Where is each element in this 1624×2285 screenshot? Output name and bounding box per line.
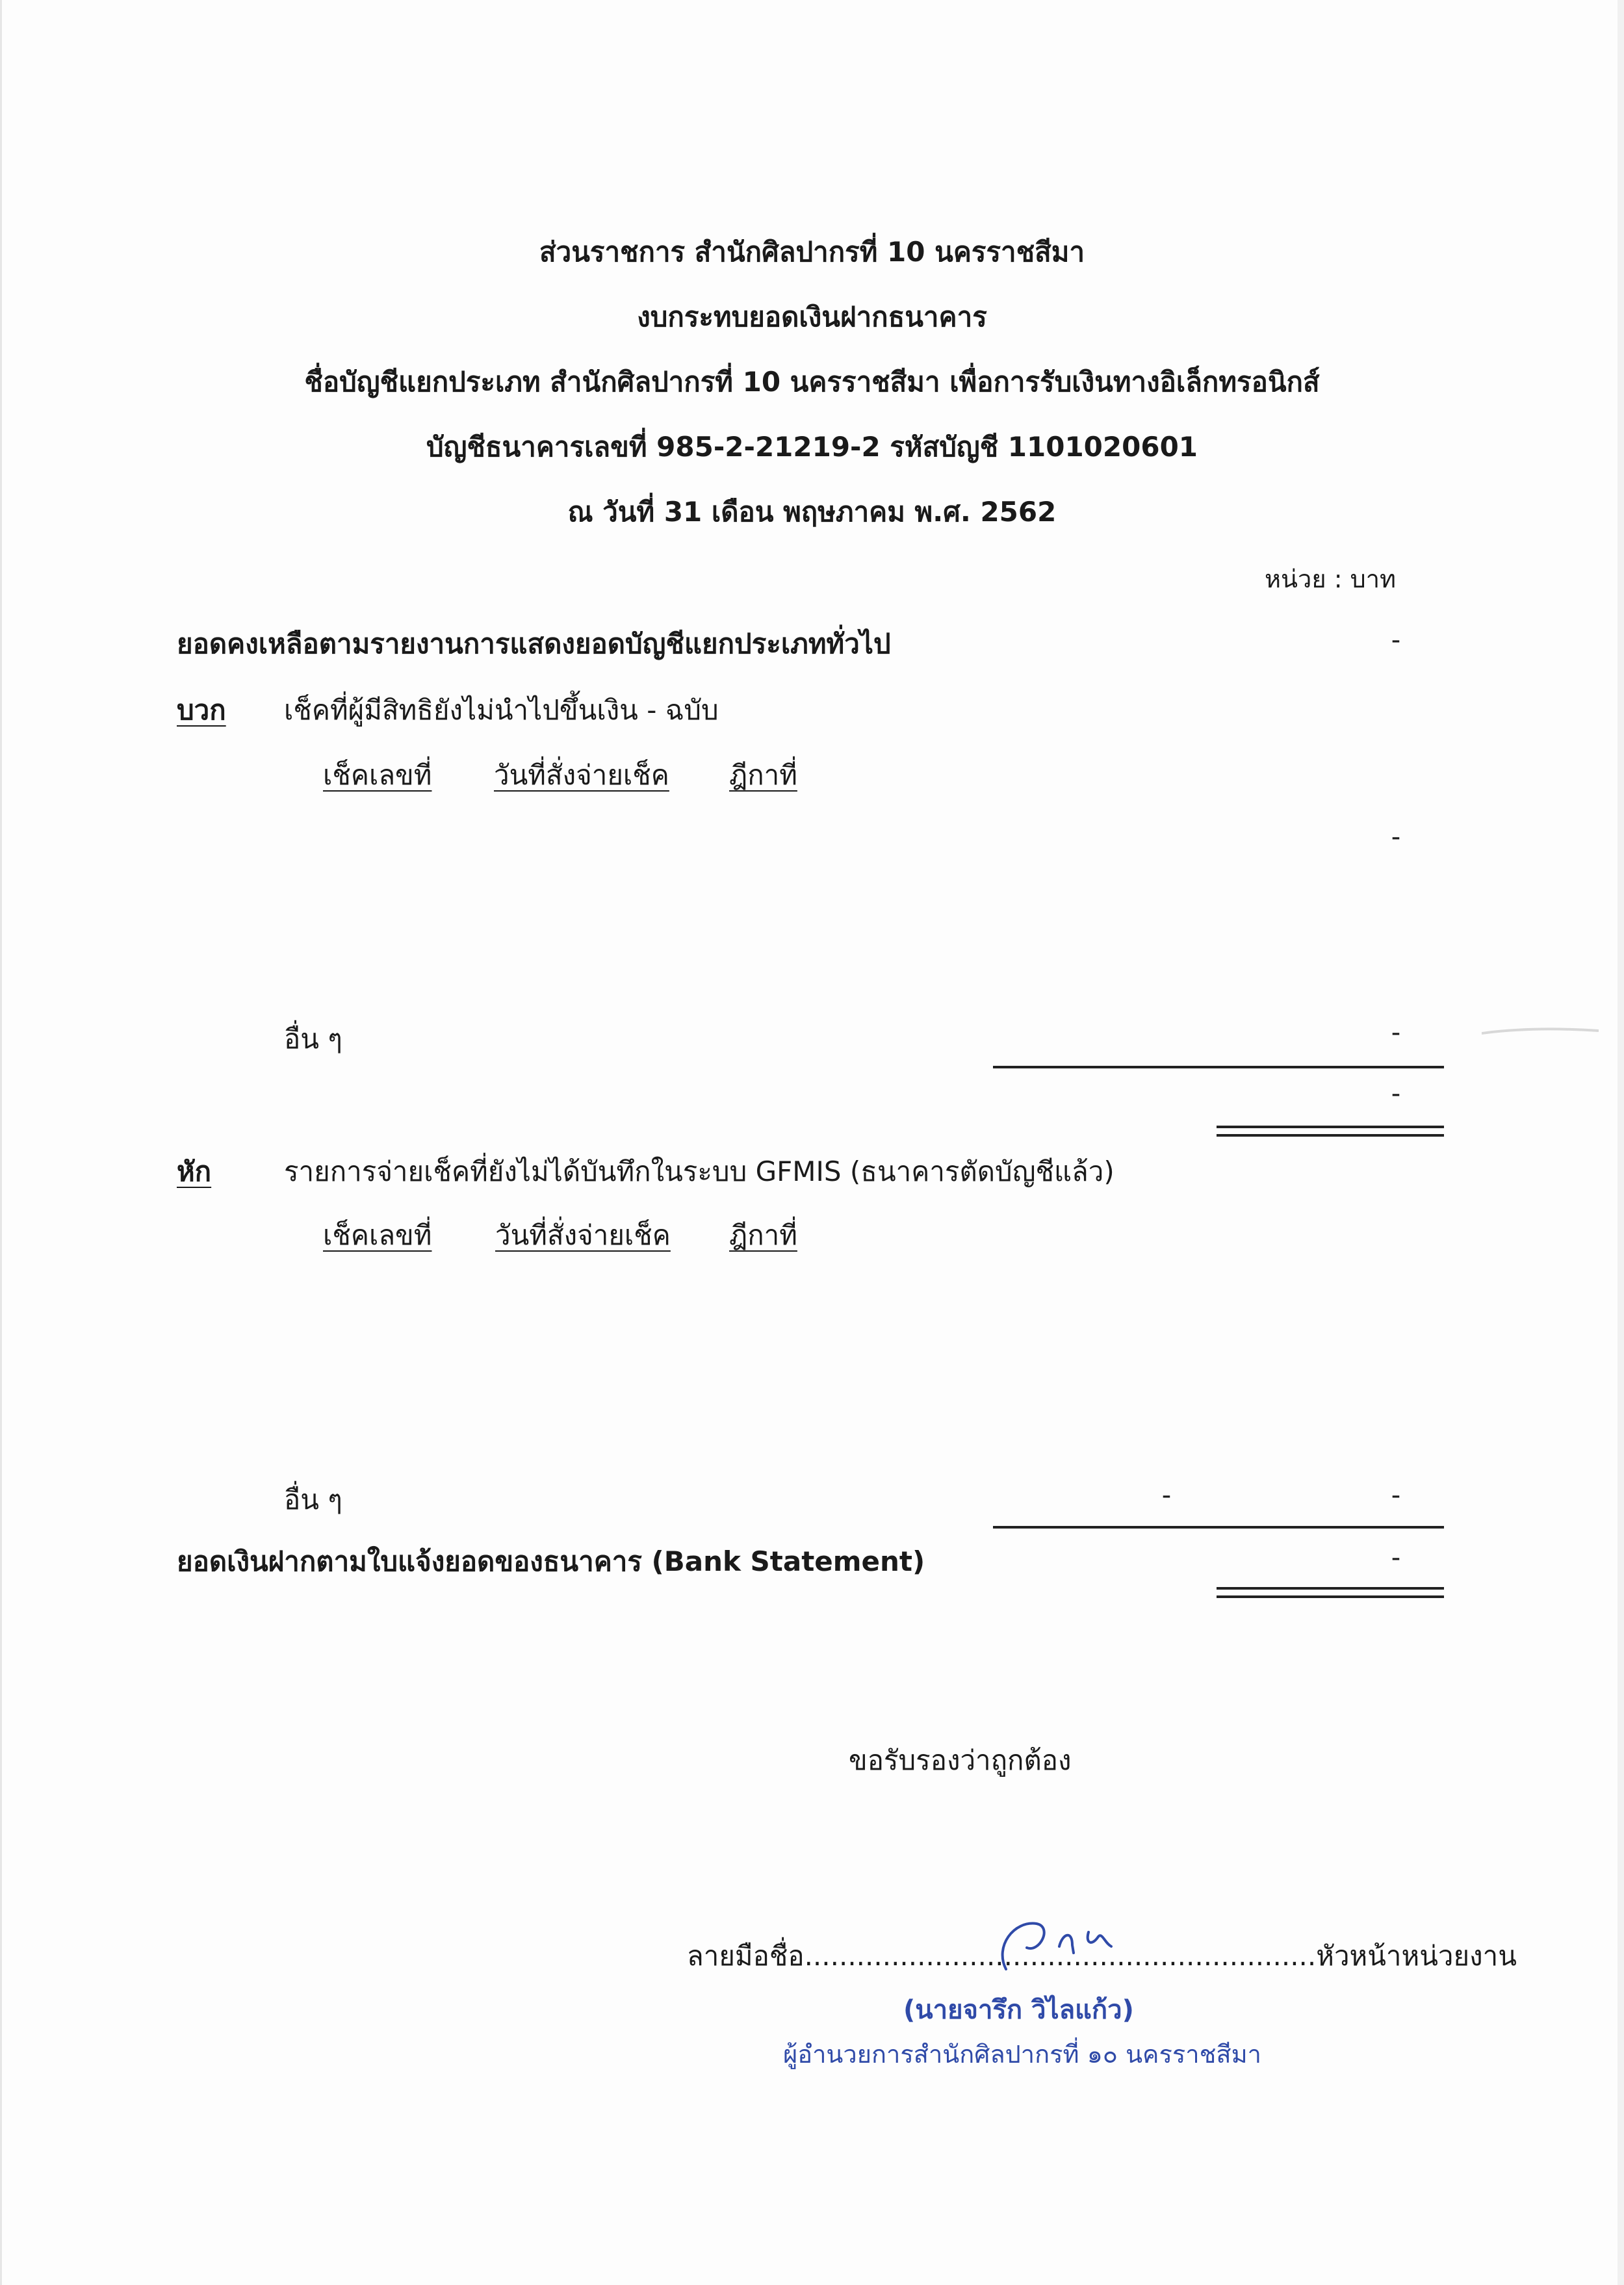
add-description: เช็คที่ผู้มีสิทธิยังไม่นำไปขึ้นเงิน - ฉบับ — [284, 694, 719, 726]
deduct-col-voucher: ฎีกาที่ — [729, 1219, 797, 1251]
deduct-underline — [993, 1526, 1444, 1529]
ledger-balance-label: ยอดคงเหลือตามรายงานการแสดงยอดบัญชีแยกประเภททั่วไป — [177, 628, 891, 660]
header-title: งบกระทบยอดเงินฝากธนาคาร — [637, 301, 987, 333]
bank-double-underline-bottom — [1217, 1595, 1444, 1598]
scan-edge-right — [1618, 0, 1624, 2285]
deduct-description: รายการจ่ายเช็คที่ยังไม่ได้บันทึกในระบบ GFMIS (ธนาคารตัดบัญชีแล้ว) — [284, 1155, 1115, 1187]
deduct-col-cheque-no: เช็คเลขที่ — [323, 1219, 432, 1251]
header-account-number: บัญชีธนาคารเลขที่ 985-2-21219-2 รหัสบัญชี 1101020601 — [426, 431, 1198, 463]
scan-artifact — [1482, 1027, 1599, 1036]
signature-prefix: ลายมือชื่อ — [687, 1940, 805, 1972]
unit-label: หน่วย : บาท — [1265, 565, 1397, 593]
add-underline — [993, 1066, 1444, 1068]
add-other-label: อื่น ๆ — [284, 1023, 342, 1055]
scan-edge-left — [0, 0, 2, 2285]
add-label: บวก — [177, 694, 226, 726]
add-col-voucher: ฎีกาที่ — [729, 759, 797, 791]
certify-text: ขอรับรองว่าถูกต้อง — [849, 1744, 1072, 1776]
header-date: ณ วันที่ 31 เดือน พฤษภาคม พ.ศ. 2562 — [567, 496, 1057, 528]
signature-dots: ........................................................... — [804, 1940, 1317, 1972]
signature-suffix: หัวหน้าหน่วยงาน — [1316, 1940, 1517, 1972]
add-cheque-total: - — [1391, 822, 1401, 852]
deduct-other-value-1: - — [1161, 1480, 1172, 1510]
deduct-other-label: อื่น ๆ — [284, 1484, 342, 1516]
handwritten-signature — [975, 1907, 1124, 1979]
add-double-underline-bottom — [1217, 1134, 1444, 1137]
bank-statement-label: ยอดเงินฝากตามใบแจ้งยอดของธนาคาร (Bank Statement) — [177, 1545, 925, 1577]
signer-name: (นายจารึก วิไลแก้ว) — [903, 1995, 1134, 2025]
add-col-cheque-no: เช็คเลขที่ — [323, 759, 432, 791]
bank-statement-value: - — [1391, 1543, 1401, 1573]
add-double-underline-top — [1217, 1126, 1444, 1128]
signer-position: ผู้อำนวยการสำนักศิลปากรที่ ๑๐ นครราชสีมา — [783, 2040, 1262, 2069]
ledger-balance-value: - — [1391, 625, 1401, 655]
add-subtotal: - — [1391, 1079, 1401, 1109]
deduct-col-cheque-date: วันที่สั่งจ่ายเช็ค — [495, 1219, 671, 1251]
add-other-value: - — [1391, 1018, 1401, 1048]
add-col-cheque-date: วันที่สั่งจ่ายเช็ค — [494, 759, 669, 791]
bank-double-underline-top — [1217, 1587, 1444, 1590]
deduct-label: หัก — [177, 1155, 212, 1187]
header-account-name: ชื่อบัญชีแยกประเภท สำนักศิลปากรที่ 10 นครราชสีมา เพื่อการรับเงินทางอิเล็กทรอนิกส์ — [304, 366, 1320, 398]
header-office: ส่วนราชการ สำนักศิลปากรที่ 10 นครราชสีมา — [539, 236, 1085, 268]
deduct-other-value-2: - — [1391, 1480, 1401, 1510]
